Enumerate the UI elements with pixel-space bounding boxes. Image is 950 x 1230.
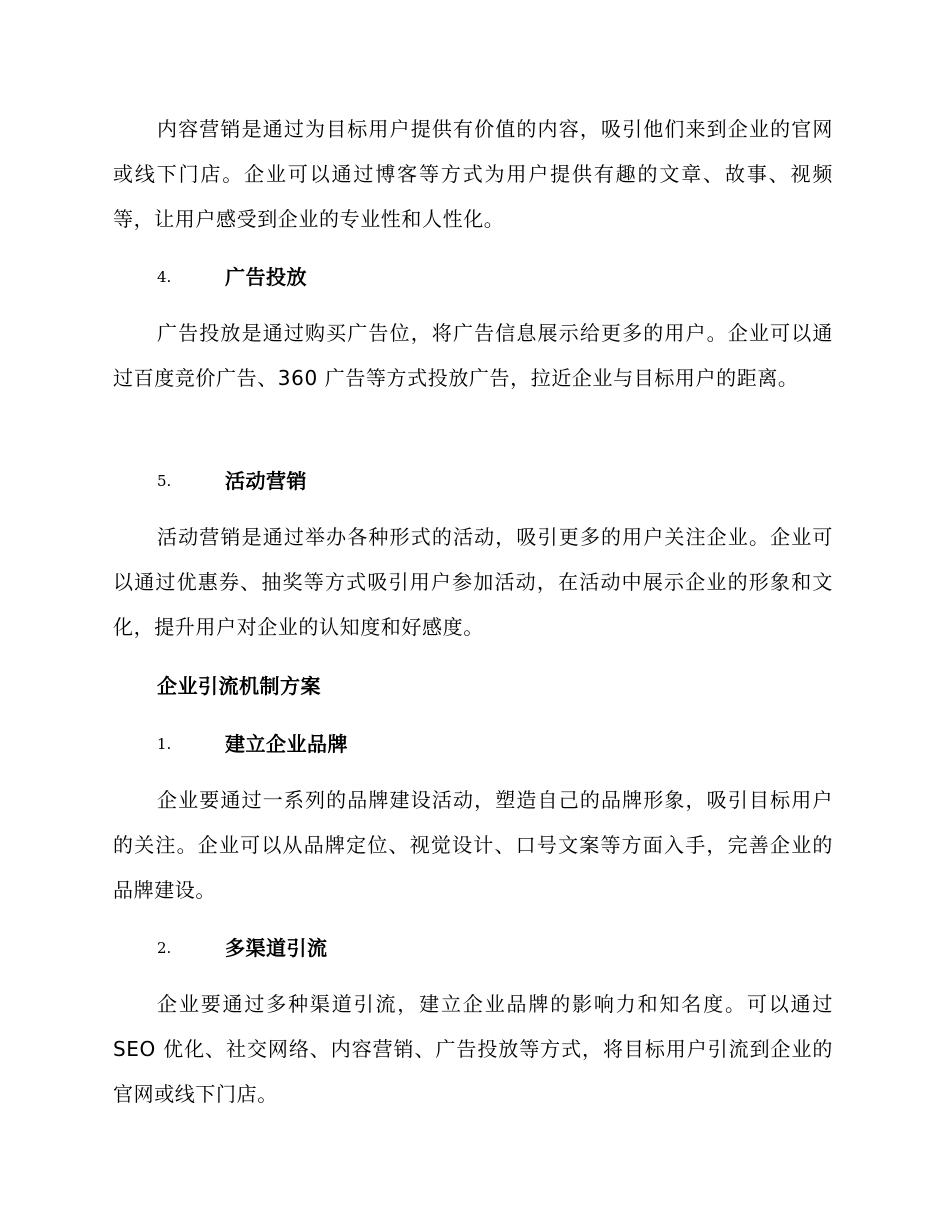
list-heading-events <box>157 466 307 496</box>
paragraph-content-marketing: 内容营销是通过为目标用户提供有价值的内容，吸引他们来到企业的官网或线下门店。企业可以通过博客等方式为用户提供有趣的文章、故事、视频等，让用户感受到企业的专业性和人性化。 <box>113 117 833 231</box>
list-heading-title: 广告投放 <box>225 265 307 289</box>
paragraph-ads: 广告投放是通过购买广告位，将广告信息展示给更多的用户。企业可以通过百度竞价广告、360 广告等方式投放广告，拉近企业与目标用户的距离。 <box>113 321 833 390</box>
list-number: 5. <box>157 472 172 490</box>
paragraph-channels: 企业要通过多种渠道引流，建立企业品牌的影响力和知名度。可以通过 SEO 优化、社交网络、内容营销、广告投放等方式，将目标用户引流到企业的官网或线下门店。 <box>113 992 833 1106</box>
list-number: 2. <box>157 939 172 957</box>
list-heading-ads <box>157 262 307 292</box>
list-number: 1. <box>157 735 172 753</box>
list-heading-channels <box>157 933 328 963</box>
list-heading-brand <box>157 729 348 759</box>
list-heading-title: 多渠道引流 <box>225 936 328 960</box>
paragraph-events: 活动营销是通过举办各种形式的活动，吸引更多的用户关注企业。企业可以通过优惠券、抽奖等方式吸引用户参加活动，在活动中展示企业的形象和文化，提升用户对企业的认知度和好感度。 <box>113 525 833 639</box>
list-heading-title: 建立企业品牌 <box>225 732 348 756</box>
paragraph-brand: 企业要通过一系列的品牌建设活动，塑造自己的品牌形象，吸引目标用户的关注。企业可以从品牌定位、视觉设计、口号文案等方面入手，完善企业的品牌建设。 <box>113 788 833 902</box>
list-number: 4. <box>157 268 172 286</box>
list-heading-title: 活动营销 <box>225 469 307 493</box>
section-title: 企业引流机制方案 <box>157 674 321 698</box>
